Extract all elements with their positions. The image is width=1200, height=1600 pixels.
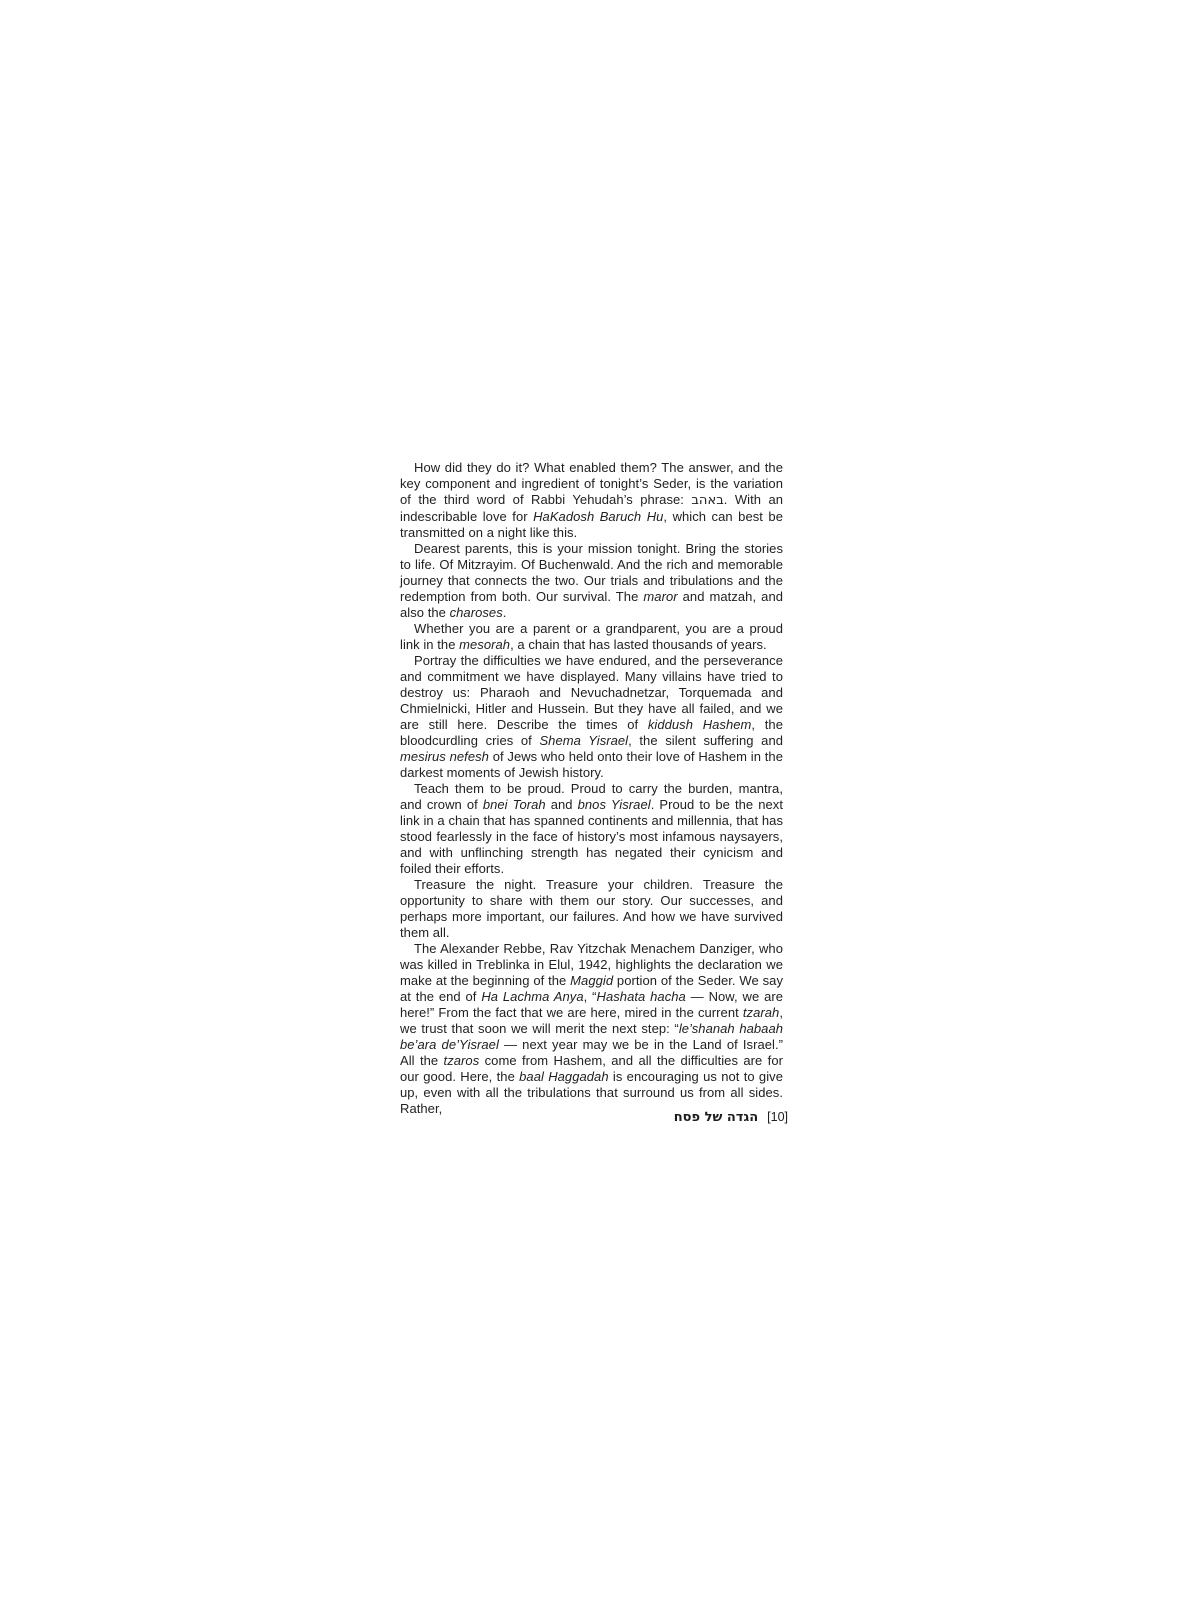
italic-term: bnos Yisrael [577, 797, 651, 812]
italic-term: Ha Lachma Anya [481, 989, 584, 1004]
italic-term: tzarah [742, 1005, 780, 1020]
footer-hebrew-title: הגדה של פסח [673, 1110, 759, 1125]
paragraph [400, 460, 783, 541]
paragraph [400, 621, 783, 653]
italic-term: HaKadosh Baruch Hu [533, 509, 664, 524]
text-run: is encouraging us not to give up, even with all the tribulations that surround us from all sides. Rather, [400, 1069, 783, 1116]
text-run: , a chain that has lasted thousands of years. [510, 637, 767, 652]
text-run: Whether you are a parent or a grandparent, you are a proud link in the [400, 621, 783, 652]
text-run: Treasure the night. Treasure your children. Treasure the opportunity to share with them our story. Our successes, and perhaps more important, our failures. And how we have survived them all. [400, 877, 783, 940]
page-number: [10] [767, 1110, 788, 1124]
italic-term: le’shanah habaah be’ara de’Yisrael [400, 1021, 783, 1052]
text-run: , “ [583, 989, 597, 1004]
italic-term: Maggid [570, 973, 614, 988]
text-run: Dearest parents, this is your mission tonight. Bring the stories to life. Of Mitzrayim. Of Buchenwald. And the rich and memorable journey that connects the two. Our trials and tribulations and the redemption from both. Our survival. The [400, 541, 783, 604]
text-run: How did they do it? What enabled them? The answer, and the key component and ingredient of tonight’s Seder, is the variation of the third word of Rabbi Yehudah’s phrase: [400, 460, 783, 507]
text-run: . [502, 605, 507, 620]
italic-term: maror [643, 589, 678, 604]
hebrew-inline-word: באהב [691, 493, 724, 508]
paragraph [400, 781, 783, 877]
italic-term: baal Haggadah [519, 1069, 609, 1084]
italic-term: Shema Yisrael [539, 733, 629, 748]
text-run: , we trust that soon we will merit the next step: “ [400, 1005, 783, 1036]
body-text-block [400, 460, 783, 1117]
text-run: , the silent suffering and [628, 733, 784, 748]
text-run: portion of the Seder. We say at the end of [400, 973, 783, 1004]
paragraph [400, 653, 783, 781]
paragraph [400, 941, 783, 1117]
text-run: and [545, 797, 578, 812]
text-run: . Proud to be the next link in a chain that has spanned continents and millennia, that has stood fearlessly in the face of history’s most infamous naysayers, and with unflinching strength has negated their cynicism and foiled their efforts. [400, 797, 784, 876]
page-footer [400, 1110, 788, 1125]
text-run: , the bloodcurdling cries of [400, 717, 783, 748]
italic-term: tzaros [443, 1053, 480, 1068]
text-run: of Jews who held onto their love of Hashem in the darkest moments of Jewish history. [400, 749, 783, 780]
text-run: . With an indescribable love for [400, 492, 783, 524]
text-run: — next year may we be in the Land of Israel.” All the [400, 1037, 783, 1068]
paragraph [400, 877, 783, 941]
italic-term: charoses [449, 605, 503, 620]
italic-term: bnei Torah [482, 797, 546, 812]
italic-term: kiddush Hashem [647, 717, 752, 732]
italic-term: Hashata hacha [596, 989, 686, 1004]
text-run: The Alexander Rebbe, Rav Yitzchak Menachem Danziger, who was killed in Treblinka in Elul, 1942, highlights the declaration we make at the beginning of the [400, 941, 783, 988]
text-run: Teach them to be proud. Proud to carry the burden, mantra, and crown of [400, 781, 783, 812]
text-run: — Now, we are here!” From the fact that we are here, mired in the current [400, 989, 784, 1020]
text-run: come from Hashem, and all the difficulties are for our good. Here, the [400, 1053, 783, 1084]
italic-term: mesorah [459, 637, 511, 652]
paragraph [400, 541, 783, 621]
text-run: Portray the difficulties we have endured, and the perseverance and commitment we have displayed. Many villains have tried to destroy us: Pharaoh and Nevuchadnetzar, Torquemada and Chmielnicki, Hitler and Hussein. But they have all failed, and we are still here. Describe the times of [400, 653, 783, 732]
italic-term: mesirus nefesh [400, 749, 489, 764]
text-run: , which can best be transmitted on a night like this. [400, 509, 783, 540]
text-run: and matzah, and also the [400, 589, 783, 620]
